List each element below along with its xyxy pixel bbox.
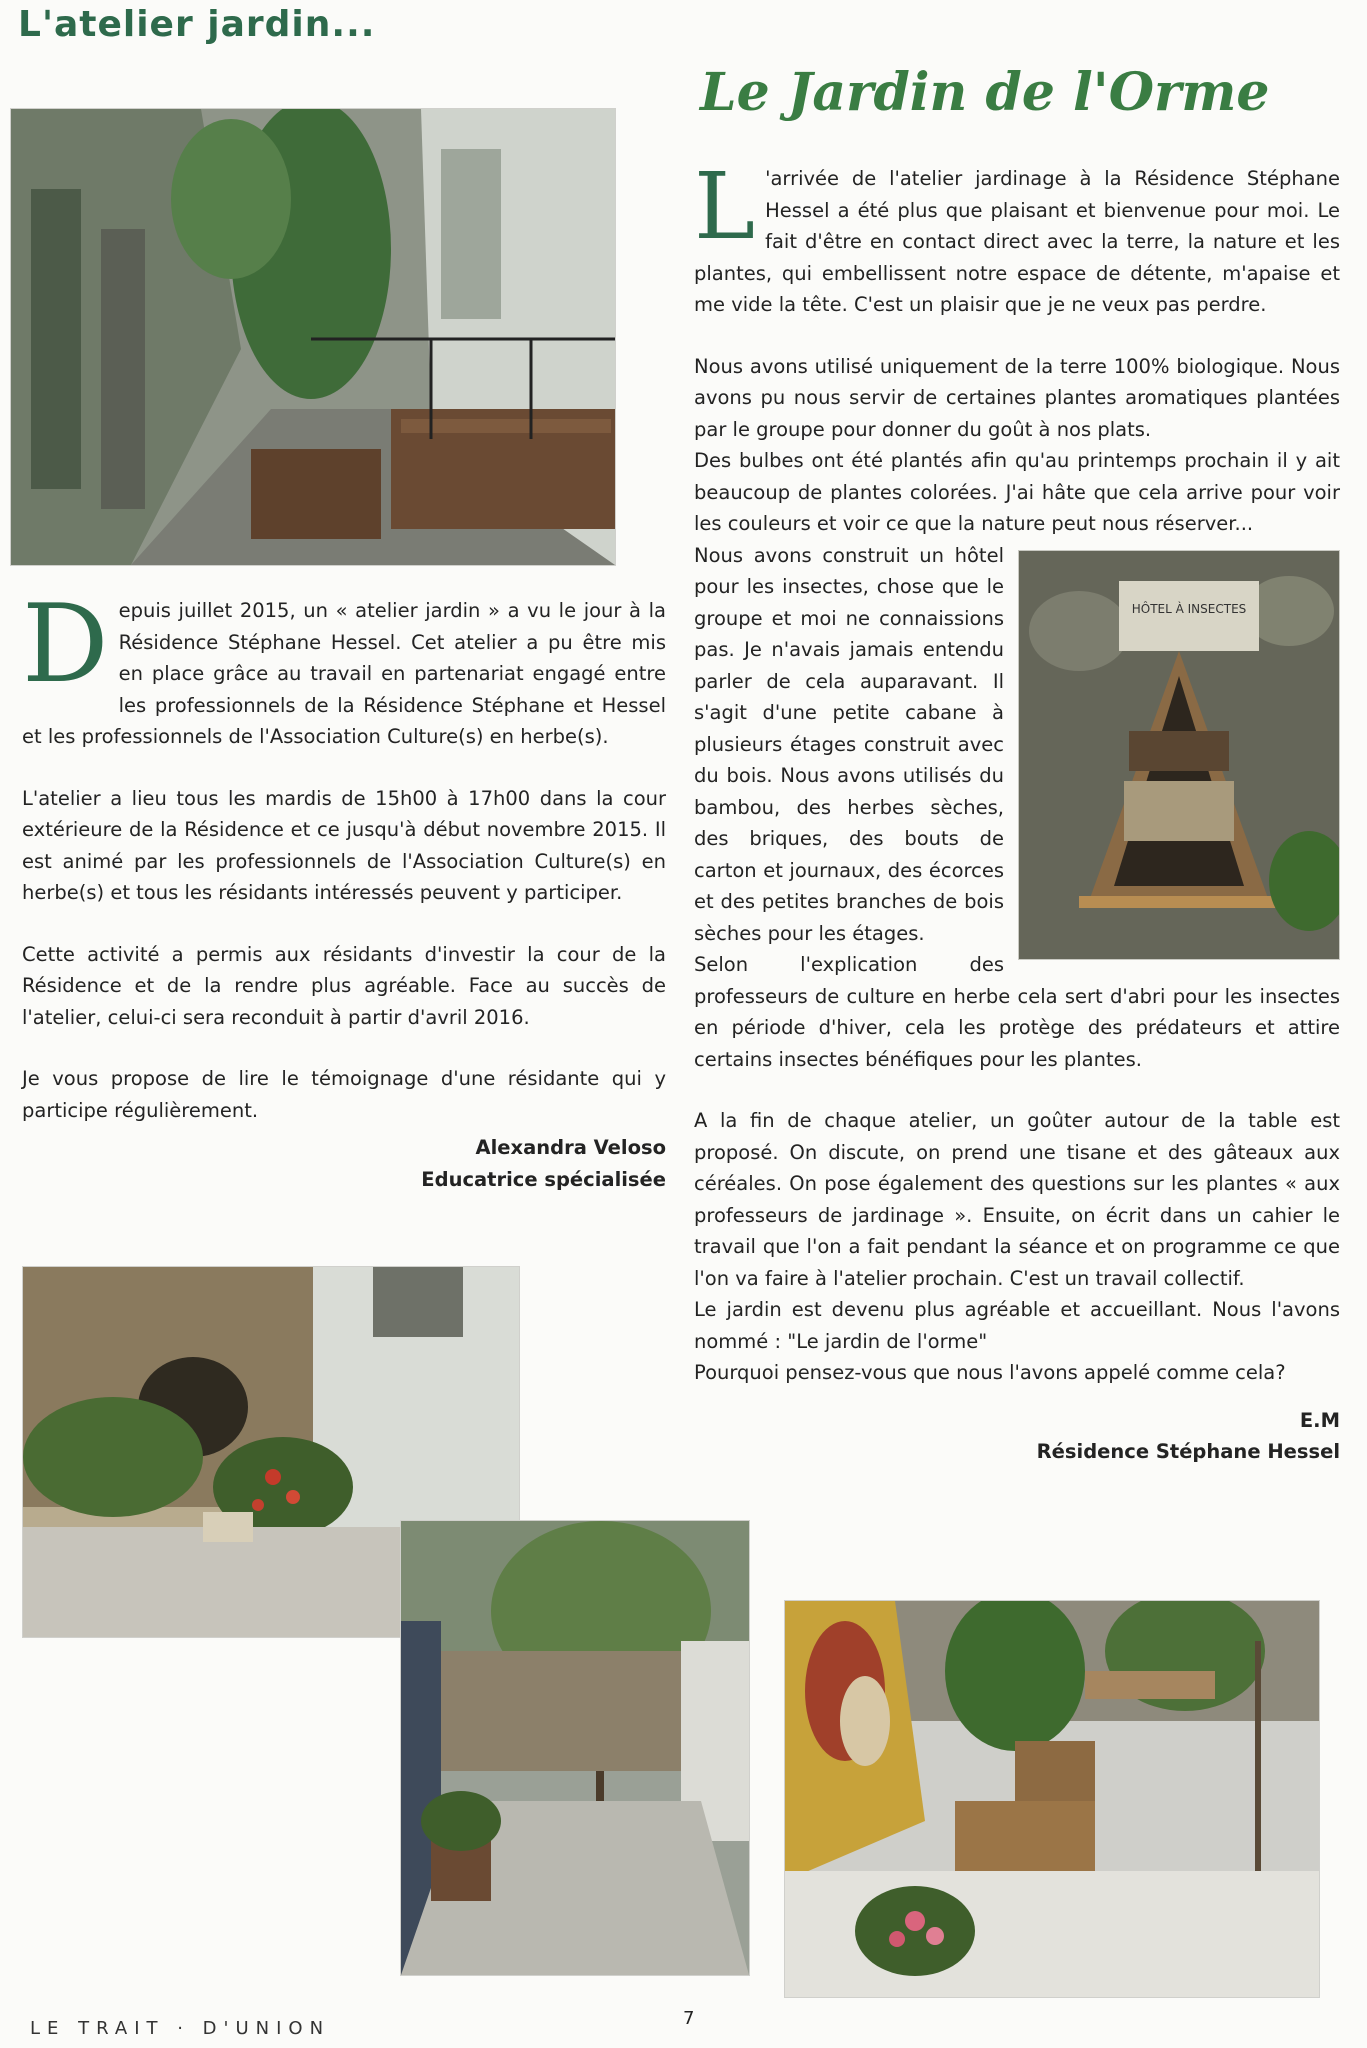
- bulbs-paragraph: Des bulbes ont été plantés afin qu'au printemps prochain il y ait beaucoup de plantes colorées. J'ai hâte que cela arrive pour voir les couleurs et voir ce que la nature peut nous réserver...: [694, 449, 1340, 535]
- shelter-paragraph: Selon l'explication des professeurs de culture en herbe cela sert d'abri pour les insectes en période d'hiver, cela les protège des prédateurs et attire certains insectes bénéfiques pour les plantes.: [694, 953, 1340, 1071]
- section-title: L'atelier jardin...: [18, 4, 376, 45]
- testimony-text-column: [694, 153, 1340, 1468]
- insect-hotel-sign-text: HÔTEL À INSECTES: [1131, 601, 1247, 616]
- signature-place: Résidence Stéphane Hessel: [1036, 1440, 1340, 1463]
- author-name: Alexandra Veloso: [475, 1136, 666, 1159]
- article-title: Le Jardin de l'Orme: [700, 62, 1270, 123]
- schedule-paragraph: L'atelier a lieu tous les mardis de 15h00 à 17h00 dans la cour extérieure de la Résidence et ce jusqu'à début novembre 2015. Il est animé par les professionnels de l'Association Culture(s) en herbe(s) et tous les résidants intéressés peuvent y participer.: [22, 786, 666, 904]
- intro-paragraph: epuis juillet 2015, un « atelier jardin » a vu le jour à la Résidence Stéphane Hessel.: [118, 599, 666, 654]
- dropcap-d: D: [22, 582, 109, 707]
- dropcap-l: L: [694, 153, 756, 260]
- insect-hotel-photo: [1018, 550, 1340, 960]
- courtyard-tree-photo: [400, 1520, 750, 1976]
- naming-paragraph: Le jardin est devenu plus agréable et accueillant. Nous l'avons nommé : "Le jardin de l'orme": [694, 1298, 1340, 1353]
- courtyard-photo: [10, 108, 616, 566]
- signature-initials: E.M: [1299, 1408, 1340, 1432]
- success-paragraph: Cette activité a permis aux résidants d'investir la cour de la Résidence et de la rendre plus agréable. Face au succès de l'atelier, celui-ci sera reconduit à partir d'avril 2016.: [22, 942, 666, 1029]
- question-paragraph: Pourquoi pensez-vous que nous l'avons appelé comme cela?: [694, 1361, 1286, 1384]
- organic-soil-paragraph: Nous avons utilisé uniquement de la terre 100% biologique. Nous avons pu nous servir de certaines plantes aromatiques plantées par le groupe pour donner du goût à nos plats.: [694, 354, 1340, 441]
- author-role: Educatrice spécialisée: [421, 1167, 666, 1191]
- publication-footer: LE TRAIT · D'UNION: [30, 2018, 331, 2039]
- intro-text-column: [22, 582, 666, 1195]
- snack-paragraph: A la fin de chaque atelier, un goûter autour de la table est proposé. On discute, on prend une tisane et des gâteaux aux céréales. On pose également des questions sur les plantes « aux professeurs de jardinage ». Ensuite, on écrit dans un cahier le travail que l'on a fait pendant la séance et on programme ce que l'on va faire à l'atelier prochain. C'est un travail collectif.: [694, 1109, 1340, 1290]
- arrival-paragraph: 'arrivée de l'atelier jardinage à la Résidence Stéphane Hessel a été plus que plaisant et bienvenue pour moi. Le fait d'être en contact direct avec la terre, la nature et les plantes, qui embellissent notre espace de détente, m'apaise et me vide la tête. C'est un plaisir que je ne veux pas perdre.: [694, 167, 1340, 316]
- planter-boxes-photo: [784, 1600, 1320, 1998]
- partnership-paragraph: Cet atelier a pu être mis en place grâce au travail en partenariat engagé entre les professionnels de la Résidence Stéphane et Hessel et les professionnels de l'Association Culture(s) en herbe(s).: [22, 630, 666, 748]
- insect-hotel-paragraph: Nous avons construit un hôtel pour les insectes, chose que le groupe et moi ne connaissions pas. Je n'avais jamais entendu parler de cela auparavant. Il s'agit d'une petite cabane à plusieurs étages construit avec du bois. Nous avons utilisés du bambou, des herbes sèches, des briques, des bouts de carton et journaux, des écorces et des petites branches de bois sèches pour les étages.: [694, 543, 1004, 945]
- testimony-paragraph: Je vous propose de lire le témoignage d'une résidante qui y participe régulièrement.: [22, 1067, 666, 1122]
- page-number: 7: [683, 2008, 695, 2029]
